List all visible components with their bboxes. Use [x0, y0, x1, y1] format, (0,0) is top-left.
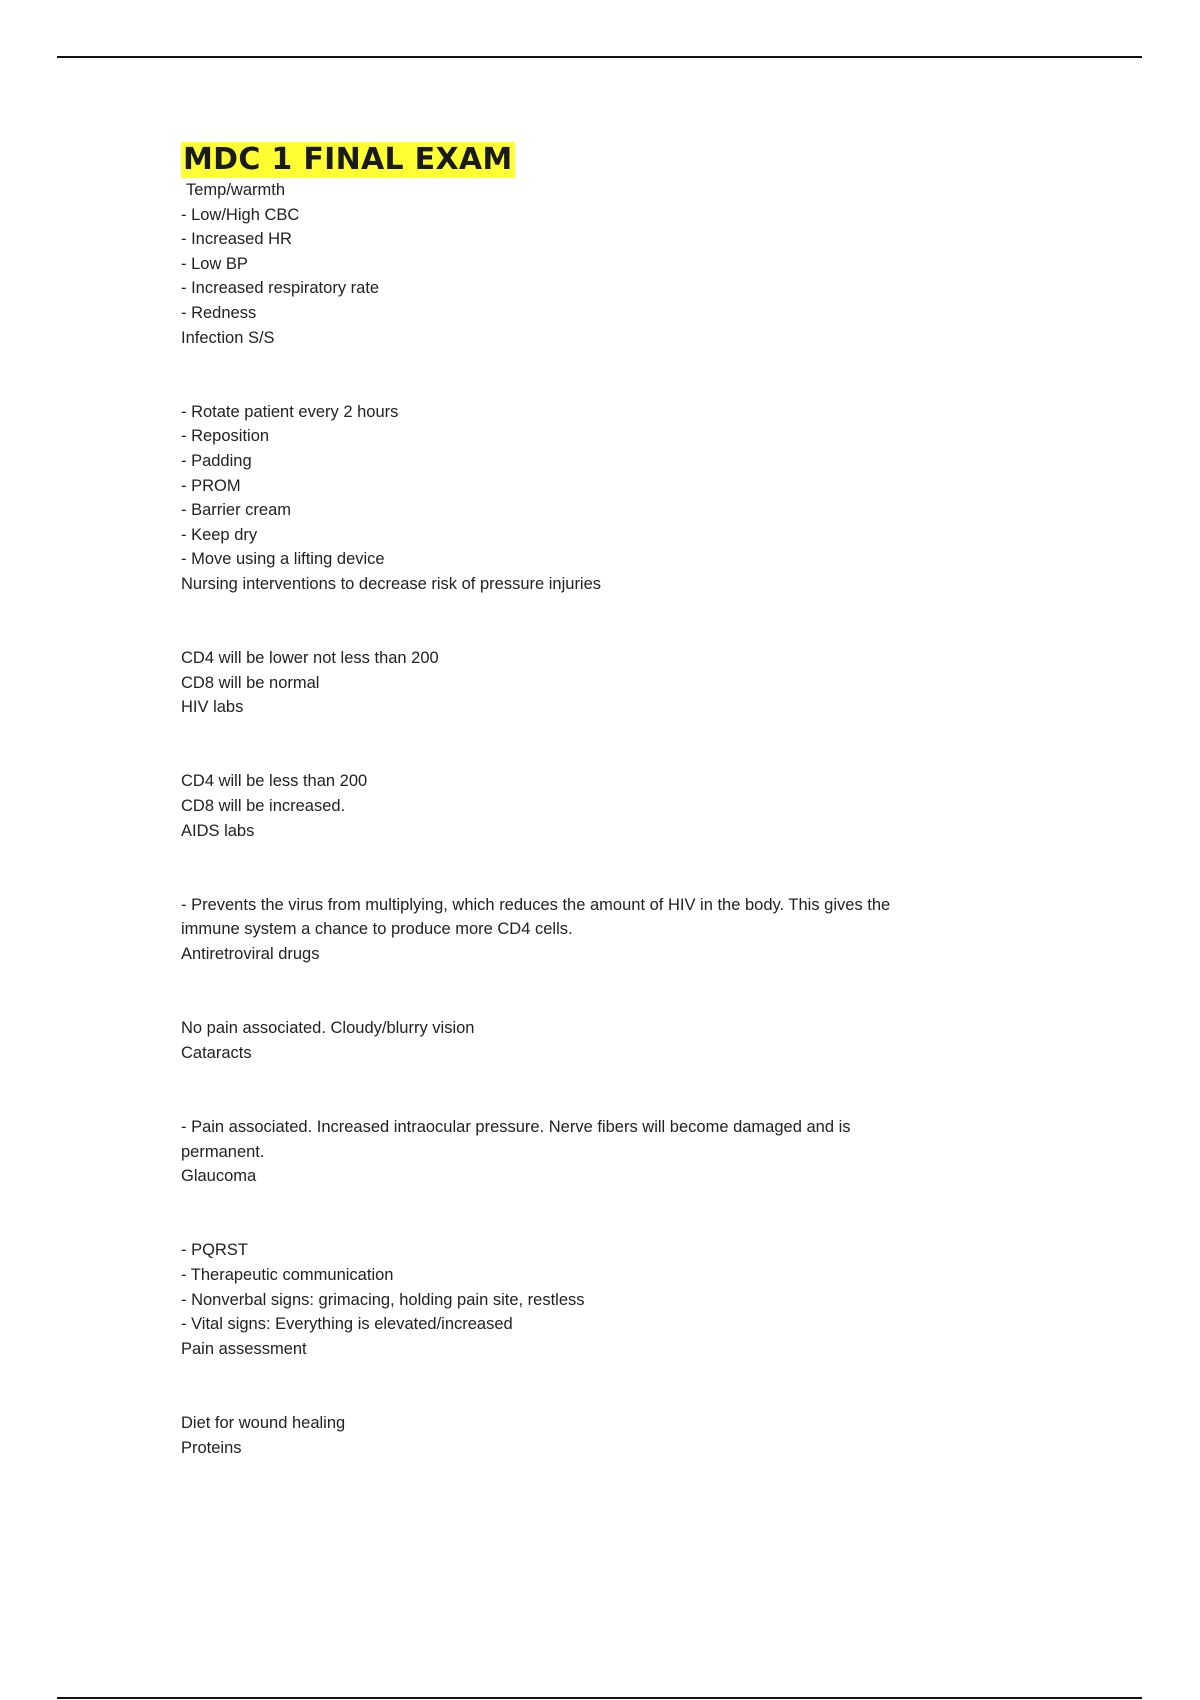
card-term: AIDS labs — [181, 821, 255, 840]
flashcard — [181, 1115, 1001, 1189]
card-line: - Barrier cream — [181, 501, 292, 520]
card-term: Cataracts — [181, 1043, 252, 1062]
card-line: immune system a chance to produce more CD4 cells. — [181, 920, 573, 939]
card-line: - Increased HR — [181, 230, 292, 249]
card-term: HIV labs — [181, 698, 244, 717]
card-line: permanent. — [181, 1142, 265, 1161]
document-body — [181, 142, 1001, 1460]
card-line: CD4 will be less than 200 — [181, 772, 368, 791]
flashcard — [181, 1238, 1001, 1361]
flashcard — [181, 646, 1001, 720]
page-title: MDC 1 FINAL EXAM — [183, 142, 513, 177]
card-line: - Redness — [181, 303, 257, 322]
card-line: - Prevents the virus from multiplying, which reduces the amount of HIV in the body. This gives the — [181, 895, 891, 914]
bottom-rule — [57, 1697, 1142, 1699]
card-line: - Low BP — [181, 254, 248, 273]
flashcard — [181, 769, 1001, 843]
card-line: No pain associated. Cloudy/blurry vision — [181, 1019, 475, 1038]
card-line: - PQRST — [181, 1241, 248, 1260]
card-line: - Keep dry — [181, 525, 258, 544]
card-term: Antiretroviral drugs — [181, 945, 320, 964]
flashcard — [181, 178, 1001, 350]
card-line: - Pain associated. Increased intraocular pressure. Nerve fibers will become damaged and is — [181, 1118, 851, 1136]
card-line: - Rotate patient every 2 hours — [181, 402, 399, 421]
card-line: - PROM — [181, 476, 241, 495]
flashcard — [181, 1016, 1001, 1065]
card-line: - Move using a lifting device — [181, 550, 385, 569]
card-term: Glaucoma — [181, 1167, 257, 1186]
card-line: CD4 will be lower not less than 200 — [181, 649, 439, 668]
card-line: CD8 will be normal — [181, 673, 320, 692]
card-line: - Nonverbal signs: grimacing, holding pain site, restless — [181, 1290, 585, 1309]
card-line: - Reposition — [181, 427, 270, 446]
flashcard — [181, 893, 1001, 967]
card-line: - Low/High CBC — [181, 205, 300, 224]
card-line: - Padding — [181, 451, 252, 470]
card-term: Proteins — [181, 1438, 242, 1457]
card-term: Infection S/S — [181, 328, 275, 347]
card-line: - Therapeutic communication — [181, 1265, 394, 1284]
card-line: - Increased respiratory rate — [181, 279, 380, 298]
top-rule — [57, 56, 1142, 58]
flashcard — [181, 1411, 1001, 1460]
flashcard — [181, 400, 1001, 597]
card-line: Temp/warmth — [186, 181, 286, 199]
card-line: - Vital signs: Everything is elevated/increased — [181, 1315, 513, 1334]
card-line: Diet for wound healing — [181, 1413, 346, 1432]
card-term: Nursing interventions to decrease risk of pressure injuries — [181, 574, 602, 593]
card-line: CD8 will be increased. — [181, 797, 346, 816]
card-term: Pain assessment — [181, 1339, 307, 1358]
